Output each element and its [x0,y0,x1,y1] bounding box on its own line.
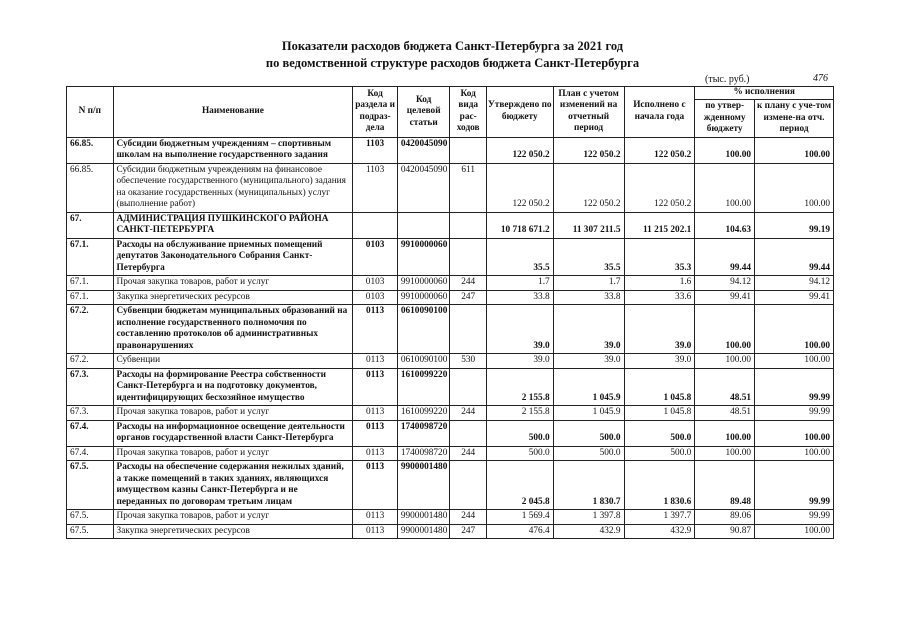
cell-num: 67.5. [67,461,114,510]
table-row [67,461,834,510]
header-target-code: Код целевой статьи [397,87,450,138]
cell-target-code: 1610099220 [397,368,450,406]
title-line-1: Показатели расходов бюджета Санкт-Петербурга за 2021 год [281,39,624,53]
header-pct-approved: по утвер-жденному бюджету [695,100,755,138]
page-number: 476 [813,73,828,84]
cell-target-code: 1740098720 [397,446,450,461]
cell-kind-code [450,238,486,276]
cell-pct-plan: 99.99 [755,461,834,510]
cell-target-code: 1740098720 [397,420,450,446]
cell-section-code: 0113 [353,446,398,461]
table-row [67,354,834,369]
header-kind-code: Код вида рас-ходов [450,87,486,138]
cell-target-code: 0420045090 [397,137,450,163]
cell-kind-code: 247 [450,524,486,539]
cell-kind-code [450,368,486,406]
cell-pct-approved: 100.00 [695,137,755,163]
header-num: N п/п [67,87,114,138]
cell-pct-plan: 99.19 [755,212,834,238]
cell-name: Прочая закупка товаров, работ и услуг [113,406,353,421]
cell-pct-approved: 94.12 [695,276,755,291]
cell-target-code: 0610090100 [397,354,450,369]
table-body [67,137,834,539]
cell-kind-code: 244 [450,276,486,291]
cell-num: 67.4. [67,446,114,461]
cell-num: 67. [67,212,114,238]
document-title [0,38,905,72]
cell-target-code: 9900001480 [397,510,450,525]
cell-approved: 500.0 [486,420,553,446]
table-row [67,305,834,354]
cell-pct-plan: 100.00 [755,524,834,539]
cell-plan: 11 307 211.5 [553,212,624,238]
cell-num: 67.3. [67,406,114,421]
cell-name: Субвенции бюджетам муниципальных образований на исполнение государственного полномочия по составлению протоколов об административных правонарушениях [113,305,353,354]
cell-executed: 122 050.2 [624,163,695,212]
cell-pct-plan: 99.99 [755,406,834,421]
cell-name: Прочая закупка товаров, работ и услуг [113,510,353,525]
cell-num: 67.5. [67,510,114,525]
cell-pct-approved: 100.00 [695,163,755,212]
cell-pct-plan: 94.12 [755,276,834,291]
cell-approved: 2 155.8 [486,406,553,421]
cell-executed: 1 830.6 [624,461,695,510]
cell-target-code: 9910000060 [397,276,450,291]
cell-kind-code [450,305,486,354]
cell-plan: 500.0 [553,420,624,446]
cell-target-code: 1610099220 [397,406,450,421]
cell-pct-approved: 89.06 [695,510,755,525]
cell-pct-plan: 99.99 [755,510,834,525]
cell-kind-code: 244 [450,510,486,525]
cell-approved: 122 050.2 [486,163,553,212]
cell-target-code: 9910000060 [397,290,450,305]
cell-name: Закупка энергетических ресурсов [113,290,353,305]
cell-name: Расходы на информационное освещение деятельности органов государственной власти Санкт-Петербурга [113,420,353,446]
cell-plan: 122 050.2 [553,163,624,212]
units-text: (тыс. руб.) [705,74,750,85]
cell-pct-plan: 100.00 [755,420,834,446]
cell-approved: 1.7 [486,276,553,291]
cell-name: Прочая закупка товаров, работ и услуг [113,446,353,461]
cell-pct-approved: 100.00 [695,354,755,369]
cell-section-code: 0113 [353,354,398,369]
cell-num: 67.2. [67,354,114,369]
cell-target-code [397,212,450,238]
cell-num: 67.5. [67,524,114,539]
title-line-2: по ведомственной структуре расходов бюджета Санкт-Петербурга [265,56,640,70]
cell-name: АДМИНИСТРАЦИЯ ПУШКИНСКОГО РАЙОНА САНКТ-ПЕТЕРБУРГА [113,212,353,238]
cell-kind-code [450,212,486,238]
cell-plan: 1 045.9 [553,406,624,421]
cell-approved: 33.8 [486,290,553,305]
cell-kind-code: 611 [450,163,486,212]
header-section-code: Код раздела и подраз-дела [353,87,398,138]
table-row [67,238,834,276]
cell-executed: 35.3 [624,238,695,276]
cell-approved: 500.0 [486,446,553,461]
cell-approved: 122 050.2 [486,137,553,163]
table-row [67,163,834,212]
cell-pct-plan: 100.00 [755,137,834,163]
cell-target-code: 0610090100 [397,305,450,354]
cell-executed: 39.0 [624,354,695,369]
cell-approved: 2 155.8 [486,368,553,406]
cell-approved: 476.4 [486,524,553,539]
cell-section-code: 0113 [353,406,398,421]
cell-section-code: 1103 [353,163,398,212]
cell-target-code: 9900001480 [397,524,450,539]
cell-section-code: 0103 [353,276,398,291]
cell-plan: 432.9 [553,524,624,539]
cell-kind-code: 530 [450,354,486,369]
cell-pct-approved: 99.41 [695,290,755,305]
cell-num: 67.3. [67,368,114,406]
cell-kind-code [450,420,486,446]
cell-pct-approved: 100.00 [695,446,755,461]
cell-pct-approved: 100.00 [695,305,755,354]
cell-pct-approved: 48.51 [695,406,755,421]
cell-name: Субсидии бюджетным учреждениям – спортивным школам на выполнение государственного задания [113,137,353,163]
table-row [67,137,834,163]
cell-num: 67.1. [67,290,114,305]
cell-executed: 122 050.2 [624,137,695,163]
cell-plan: 122 050.2 [553,137,624,163]
cell-pct-approved: 99.44 [695,238,755,276]
cell-section-code: 0113 [353,305,398,354]
cell-executed: 500.0 [624,446,695,461]
table-row [67,406,834,421]
cell-plan: 1 397.8 [553,510,624,525]
header-name: Наименование [113,87,353,138]
cell-pct-approved: 48.51 [695,368,755,406]
cell-section-code: 0103 [353,290,398,305]
table-row [67,368,834,406]
cell-approved: 39.0 [486,354,553,369]
cell-executed: 1 397.7 [624,510,695,525]
cell-executed: 1 045.8 [624,406,695,421]
cell-num: 66.85. [67,163,114,212]
cell-name: Закупка энергетических ресурсов [113,524,353,539]
cell-name: Субвенции [113,354,353,369]
cell-name: Субсидии бюджетным учреждениям на финансовое обеспечение государственного (муниципального) задания на оказание государственных (муниципальных) услуг (выполнение работ) [113,163,353,212]
cell-name: Прочая закупка товаров, работ и услуг [113,276,353,291]
cell-kind-code: 244 [450,406,486,421]
cell-executed: 500.0 [624,420,695,446]
cell-plan: 500.0 [553,446,624,461]
cell-executed: 11 215 202.1 [624,212,695,238]
cell-section-code: 1103 [353,137,398,163]
cell-pct-plan: 100.00 [755,163,834,212]
cell-pct-approved: 100.00 [695,420,755,446]
cell-num: 67.4. [67,420,114,446]
cell-section-code: 0113 [353,420,398,446]
cell-executed: 33.6 [624,290,695,305]
budget-table [66,86,834,539]
cell-plan: 33.8 [553,290,624,305]
cell-executed: 1.6 [624,276,695,291]
cell-num: 67.1. [67,276,114,291]
cell-approved: 1 569.4 [486,510,553,525]
cell-pct-plan: 99.99 [755,368,834,406]
cell-num: 67.2. [67,305,114,354]
cell-num: 66.85. [67,137,114,163]
cell-pct-approved: 104.63 [695,212,755,238]
cell-executed: 432.9 [624,524,695,539]
cell-executed: 39.0 [624,305,695,354]
cell-num: 67.1. [67,238,114,276]
cell-section-code: 0113 [353,524,398,539]
cell-target-code: 0420045090 [397,163,450,212]
cell-kind-code: 244 [450,446,486,461]
header-pct-plan: к плану с уче-том измене-на отч. период [755,100,834,138]
units-label [705,74,750,85]
table-row [67,446,834,461]
cell-pct-plan: 100.00 [755,354,834,369]
cell-pct-approved: 89.48 [695,461,755,510]
cell-plan: 35.5 [553,238,624,276]
cell-kind-code: 247 [450,290,486,305]
cell-plan: 1.7 [553,276,624,291]
cell-section-code: 0103 [353,238,398,276]
cell-name: Расходы на формирование Реестра собственности Санкт-Петербурга и на подготовку документов, идентифицирующих бесхозяйное имущество [113,368,353,406]
cell-plan: 39.0 [553,354,624,369]
cell-section-code: 0113 [353,510,398,525]
cell-pct-plan: 99.41 [755,290,834,305]
cell-name: Расходы на обеспечение содержания нежилых зданий, а также помещений в таких зданиях, являющихся имуществом казны Санкт-Петербурга и не переданных по договорам третьим лицам [113,461,353,510]
cell-approved: 10 718 671.2 [486,212,553,238]
cell-section-code: 0113 [353,461,398,510]
table-header [67,87,834,138]
header-plan: План с учетом изменений на отчетный период [553,87,624,138]
header-approved: Утверждено по бюджету [486,87,553,138]
header-executed: Исполнено с начала года [624,87,695,138]
cell-target-code: 9900001480 [397,461,450,510]
cell-approved: 35.5 [486,238,553,276]
cell-approved: 39.0 [486,305,553,354]
header-pct-group: % исполнения [695,87,834,100]
cell-pct-plan: 100.00 [755,446,834,461]
cell-section-code: 0113 [353,368,398,406]
cell-pct-plan: 100.00 [755,305,834,354]
table-row [67,290,834,305]
cell-approved: 2 045.8 [486,461,553,510]
cell-plan: 1 045.9 [553,368,624,406]
cell-section-code [353,212,398,238]
cell-plan: 1 830.7 [553,461,624,510]
cell-plan: 39.0 [553,305,624,354]
cell-kind-code [450,137,486,163]
cell-executed: 1 045.8 [624,368,695,406]
table-row [67,510,834,525]
table-row [67,420,834,446]
table-row [67,276,834,291]
cell-kind-code [450,461,486,510]
table-row [67,212,834,238]
cell-name: Расходы на обслуживание приемных помещений депутатов Законодательного Собрания Санкт-Петербурга [113,238,353,276]
cell-pct-approved: 90.87 [695,524,755,539]
cell-target-code: 9910000060 [397,238,450,276]
cell-pct-plan: 99.44 [755,238,834,276]
table-row [67,524,834,539]
header-row-1 [67,87,834,100]
